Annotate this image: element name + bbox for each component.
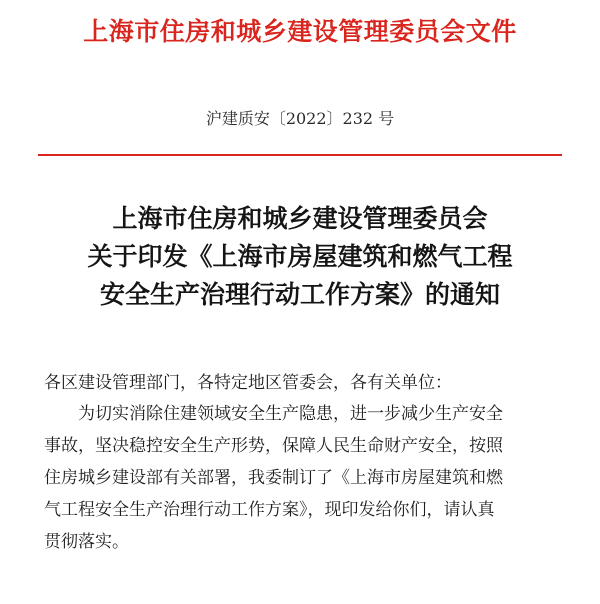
document-title [0,200,600,314]
body-line: 贯彻落实。 [44,532,129,552]
body-paragraph [44,398,584,558]
issuer-header: 上海市住房和城乡建设管理委员会文件 [83,17,517,46]
red-divider-line [38,154,562,156]
body-line: 住房城乡建设部有关部署，我委制订了《上海市房屋建筑和燃 [44,468,503,488]
addressee-line: 各区建设管理部门，各特定地区管委会，各有关单位： [44,373,452,393]
document-number: 沪建质安〔2022〕232 号 [205,109,395,128]
body-line: 气工程安全生产治理行动工作方案》，现印发给你们，请认真 [44,500,495,520]
title-line: 安全生产治理行动工作方案》的通知 [99,280,500,309]
title-line: 关于印发《上海市房屋建筑和燃气工程 [87,242,513,271]
title-line: 上海市住房和城乡建设管理委员会 [112,204,488,233]
body-line: 为切实消除住建领域安全生产隐患，进一步减少生产安全 [44,404,503,424]
body-line: 事故，坚决稳控安全生产形势，保障人民生命财产安全，按照 [44,436,503,456]
